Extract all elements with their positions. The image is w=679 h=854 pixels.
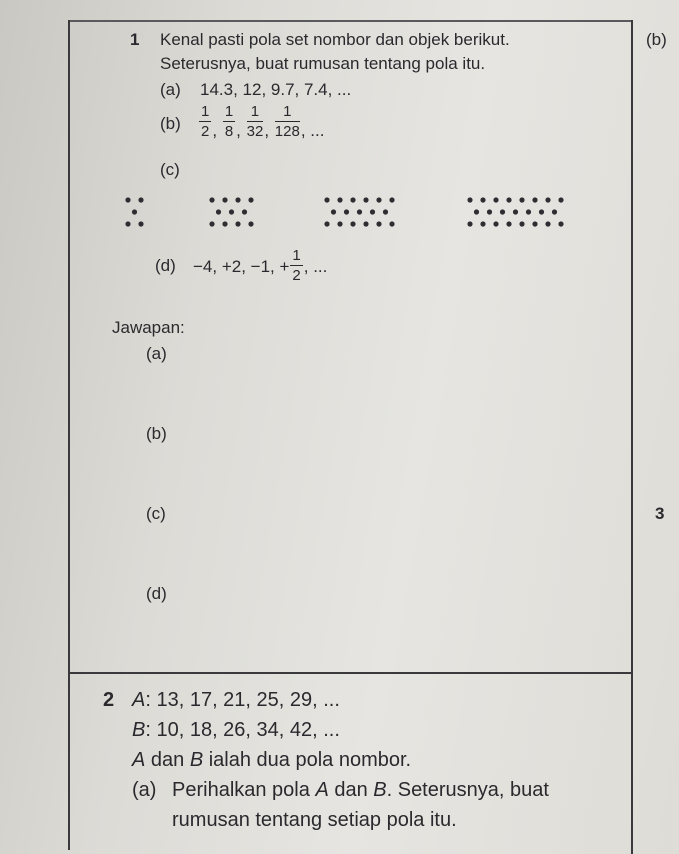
pattern-dot <box>363 197 368 202</box>
pattern-dot <box>363 221 368 226</box>
pattern-dot <box>209 221 214 226</box>
question-2-part-a-line-1: Perihalkan pola A dan B. Seterusnya, buat <box>172 779 549 801</box>
pattern-dot <box>506 197 511 202</box>
dot-pattern-4 <box>467 197 563 226</box>
pattern-dot <box>487 209 492 214</box>
pattern-dot <box>229 209 234 214</box>
sequence-b: B: 10, 18, 26, 34, 42, ... <box>132 719 340 741</box>
pattern-dot <box>558 197 563 202</box>
pattern-dot <box>138 197 143 202</box>
pattern-dot <box>532 221 537 226</box>
pattern-dot <box>357 209 362 214</box>
pattern-dot <box>376 221 381 226</box>
pattern-dot <box>350 197 355 202</box>
part-d-sequence: −4, +2, −1, + $\frac{1}{2}$ , ... <box>193 247 328 284</box>
pattern-dot <box>376 197 381 202</box>
pattern-dot <box>350 221 355 226</box>
question-1-line-1: Kenal pasti pola set nombor dan objek berikut. <box>160 30 510 49</box>
pattern-dot <box>506 221 511 226</box>
fraction-3: $\frac{1}{32}$ <box>246 103 264 140</box>
pattern-dot <box>209 197 214 202</box>
pattern-dot <box>370 209 375 214</box>
answer-c-label: (c) <box>146 504 166 523</box>
answer-heading: Jawapan: <box>112 318 185 337</box>
pattern-dot <box>545 221 550 226</box>
fraction-4: $\frac{1}{128}$ <box>274 103 300 140</box>
pattern-dot <box>324 221 329 226</box>
dot-patterns <box>0 0 679 260</box>
part-c-label: (c) <box>160 160 180 179</box>
pattern-dot <box>337 197 342 202</box>
pattern-dot <box>222 221 227 226</box>
fraction-2: $\frac{1}{8}$ <box>224 103 234 140</box>
question-2-statement: A dan B ialah dua pola nombor. <box>132 749 412 771</box>
pattern-dot <box>493 221 498 226</box>
sequence-a: A: 13, 17, 21, 25, 29, ... <box>132 689 340 711</box>
pattern-dot <box>324 197 329 202</box>
pattern-dot <box>519 197 524 202</box>
part-b-label: (b) <box>160 114 181 133</box>
pattern-dot <box>532 197 537 202</box>
pattern-dot <box>344 209 349 214</box>
dot-pattern-2 <box>209 197 253 226</box>
pattern-dot <box>138 221 143 226</box>
dot-pattern-1 <box>125 197 143 226</box>
question-number-1: 1 <box>130 30 140 49</box>
part-d-label: (d) <box>155 256 176 275</box>
answer-b-label: (b) <box>146 424 167 443</box>
marks-value: 3 <box>655 504 665 523</box>
part-b-fraction-sequence: $\frac{1}{2}$ , $\frac{1}{8}$ , $\frac{1}{32}$ , $\frac{1}{128}$ , ... <box>201 103 325 140</box>
question-number-2: 2 <box>103 689 115 711</box>
pattern-dot <box>552 209 557 214</box>
pattern-dot <box>513 209 518 214</box>
pattern-dot <box>480 197 485 202</box>
pattern-dot <box>235 221 240 226</box>
fraction-1: $\frac{1}{2}$ <box>201 103 210 140</box>
answer-a-label: (a) <box>146 344 167 363</box>
pattern-dot <box>337 221 342 226</box>
pattern-dot <box>474 209 479 214</box>
pattern-dot <box>526 209 531 214</box>
pattern-dot <box>389 221 394 226</box>
pattern-dot <box>500 209 505 214</box>
pattern-dot <box>242 209 247 214</box>
pattern-dot <box>480 221 485 226</box>
part-d-fraction: $\frac{1}{2}$ <box>292 247 301 284</box>
pattern-dot <box>467 197 472 202</box>
question-2-part-a-label: (a) <box>132 779 157 801</box>
pattern-dot <box>519 221 524 226</box>
pattern-dot <box>125 221 130 226</box>
question-divider <box>68 672 632 674</box>
pattern-dot <box>467 221 472 226</box>
pattern-dot <box>389 197 394 202</box>
pattern-dot <box>493 197 498 202</box>
pattern-dot <box>331 209 336 214</box>
pattern-dot <box>383 209 388 214</box>
pattern-dot <box>558 221 563 226</box>
question-1-line-2: Seterusnya, buat rumusan tentang pola itu. <box>160 54 486 73</box>
pattern-dot <box>216 209 221 214</box>
pattern-dot <box>545 197 550 202</box>
pattern-dot <box>248 221 253 226</box>
answer-d-label: (d) <box>146 584 167 603</box>
pattern-dot <box>222 197 227 202</box>
pattern-dot <box>132 209 137 214</box>
dot-pattern-3 <box>324 197 394 226</box>
pattern-dot <box>125 197 130 202</box>
pattern-dot <box>235 197 240 202</box>
question-2-part-a-line-2: rumusan tentang setiap pola itu. <box>172 809 457 831</box>
part-a-label: (a) <box>160 80 181 99</box>
part-a-sequence: 14.3, 12, 9.7, 7.4, ... <box>200 80 352 99</box>
pattern-dot <box>539 209 544 214</box>
pattern-dot <box>248 197 253 202</box>
margin-label: (b) <box>646 30 667 49</box>
